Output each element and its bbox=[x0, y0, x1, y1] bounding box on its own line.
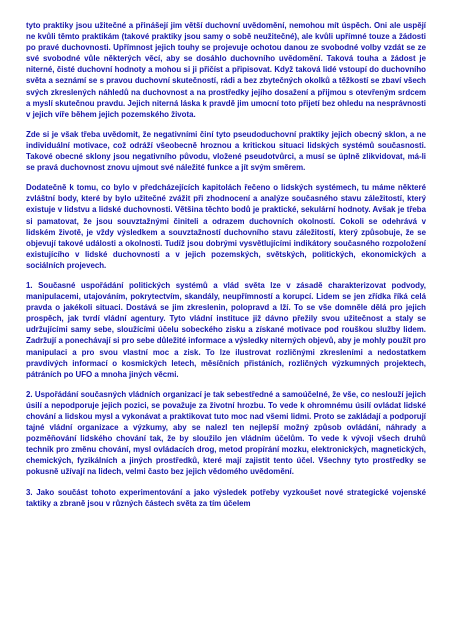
paragraph-2: Zde si je však třeba uvědomit, že negativními činí tyto pseudoduchovní praktiky jejich obecný sklon, a ne individuální motivace, což odráží všeobecně hroznou a kritickou situaci lidských systémů současnosti. Takové obecné sklony jsou negativního původu, vložené pseudotvůrci, a musí se úplně zlikvidovat, má-li se pravá duchovnost znovu ujmout své náležité funkce a jít svým směrem. bbox=[26, 129, 426, 173]
paragraph-point-2: 2. Uspořádání současných vládních organizací je tak sebestředné a samoúčelné, že vše, co neslouží jejich úsilí a nepodporuje jejich pozici, se považuje za životní hrozbu. To vede k ohromnému úsilí ovládat lidské chování a lidskou mysl a vykonávat a praktikovat tuto moc nad všemi lidmi. Proto se zakládají a podporují tajné vládní organizace a výzkumy, aby se nalezl ten nejlepší možný způsob ovládání, náhrady a pozměňování lidského chování tak, že by sloužilo jen vládním účelům. To vede k vývoji všech druhů technik pro změnu chování, mysl ovládacích drog, metod propírání mozku, elektronických, magnetických, chemických, fyzikálních a jiných prostředků, které mají zajistit tento účel. Všechny tyto prostředky se pokusně užívají na lidech, velmi často bez jejich vědomého uvědomění. bbox=[26, 389, 426, 477]
paragraph-1: tyto praktiky jsou užitečné a přinášejí jim větší duchovní uvědomění, nemohou mít úspěch. Oni ale uspějí ne kvůli těmto praktikám (takové praktiky jsou samy o sobě neužitečné), ale kvůli upřímné touze a žádosti po pravé duchovnosti. Upřímnost jejich touhy se projevuje ochotou danou ze svobodné volby vzdát se ze své svobodné vůle některých věcí, aby se dosáhlo duchovního uvědomění. Taková touha a žádost je niterné, čisté duchovní hodnoty a mohou si ji přičíst a připisovat. Když taková lidé vstoupí do duchovního světa a seznámí se s pravou duchovní skutečností, rádi a bez zbytečných okolků a těžkostí se zbaví všech svých zkreslených náhledů na duchovnost a na prostředky jejího dosažení a přijmou s otevřeným srdcem a myslí skutečnou pravdu. Jejich niterná láska k pravdě jim umocní toto přijetí bez ohledu na nesprávnosti v jejich víře během jejich pozemského života. bbox=[26, 21, 426, 119]
document-page bbox=[26, 20, 426, 518]
paragraph-point-1: 1. Současné uspořádání politických systémů a vlád světa lze v zásadě charakterizovat podvody, manipulacemi, utajováním, pokrytectvím, skandály, neupřímností a korupcí. Lidem se jen zřídka říká celá pravda o jakékoli situaci. Dostává se jim zkreslenin, polopravd a lží. To se vše domněle dělá pro jejich prospěch, jak tvrdí vládní agentury. Tyto vládní instituce již dávno přežily svou užitečnost a staly se udržujícími samy sebe, sloužícími účelu sobeckého zisku a získané motivace pod rouškou služby lidem. Zadržují a ponechávají si pro sebe důležité informace a výsledky niterných objevů, aby je mohly použít pro manipulaci a pro svou vlastní moc a zisk. To lze ilustrovat rozličnými zkresleními a nedostatkem pravdivých informací o kosmických letech, měsíčních přistáních, rozličných výzkumných projektech, pátráních po UFO a mnoha jiných věcmi. bbox=[26, 280, 426, 379]
paragraph-3: Dodatečně k tomu, co bylo v předcházejících kapitolách řečeno o lidských systémech, tu máme některé zvláštní body, které by bylo užitečné zvážit při zhodnocení a analýze současného stavu záležitostí, který existuje v lidstvu a lidské duchovnosti. Většina těchto bodů je praktické, sekulární hodnoty. Avšak je třeba si pamatovat, že jsou souvztažnými činiteli a odrazem duchovních okolností. Cokoli se odehrává v lidském životě, je vždy výsledkem a souvztažností duchovního stavu záležitostí, který způsobuje, že se objevují takové události a okolnosti. Tudíž jsou dobrými vysvětlujícími indikátory současného rozpoložení existujícího v lidské duchovnosti a v jejich pozemských, světských, politických, ekonomických a sociálních projevech. bbox=[26, 183, 426, 270]
paragraph-point-3: 3. Jako součást tohoto experimentování a jako výsledek potřeby vyzkoušet nové strategické vojenské taktiky a zbraně jsou v různých částech světa za tím účelem bbox=[26, 487, 426, 508]
